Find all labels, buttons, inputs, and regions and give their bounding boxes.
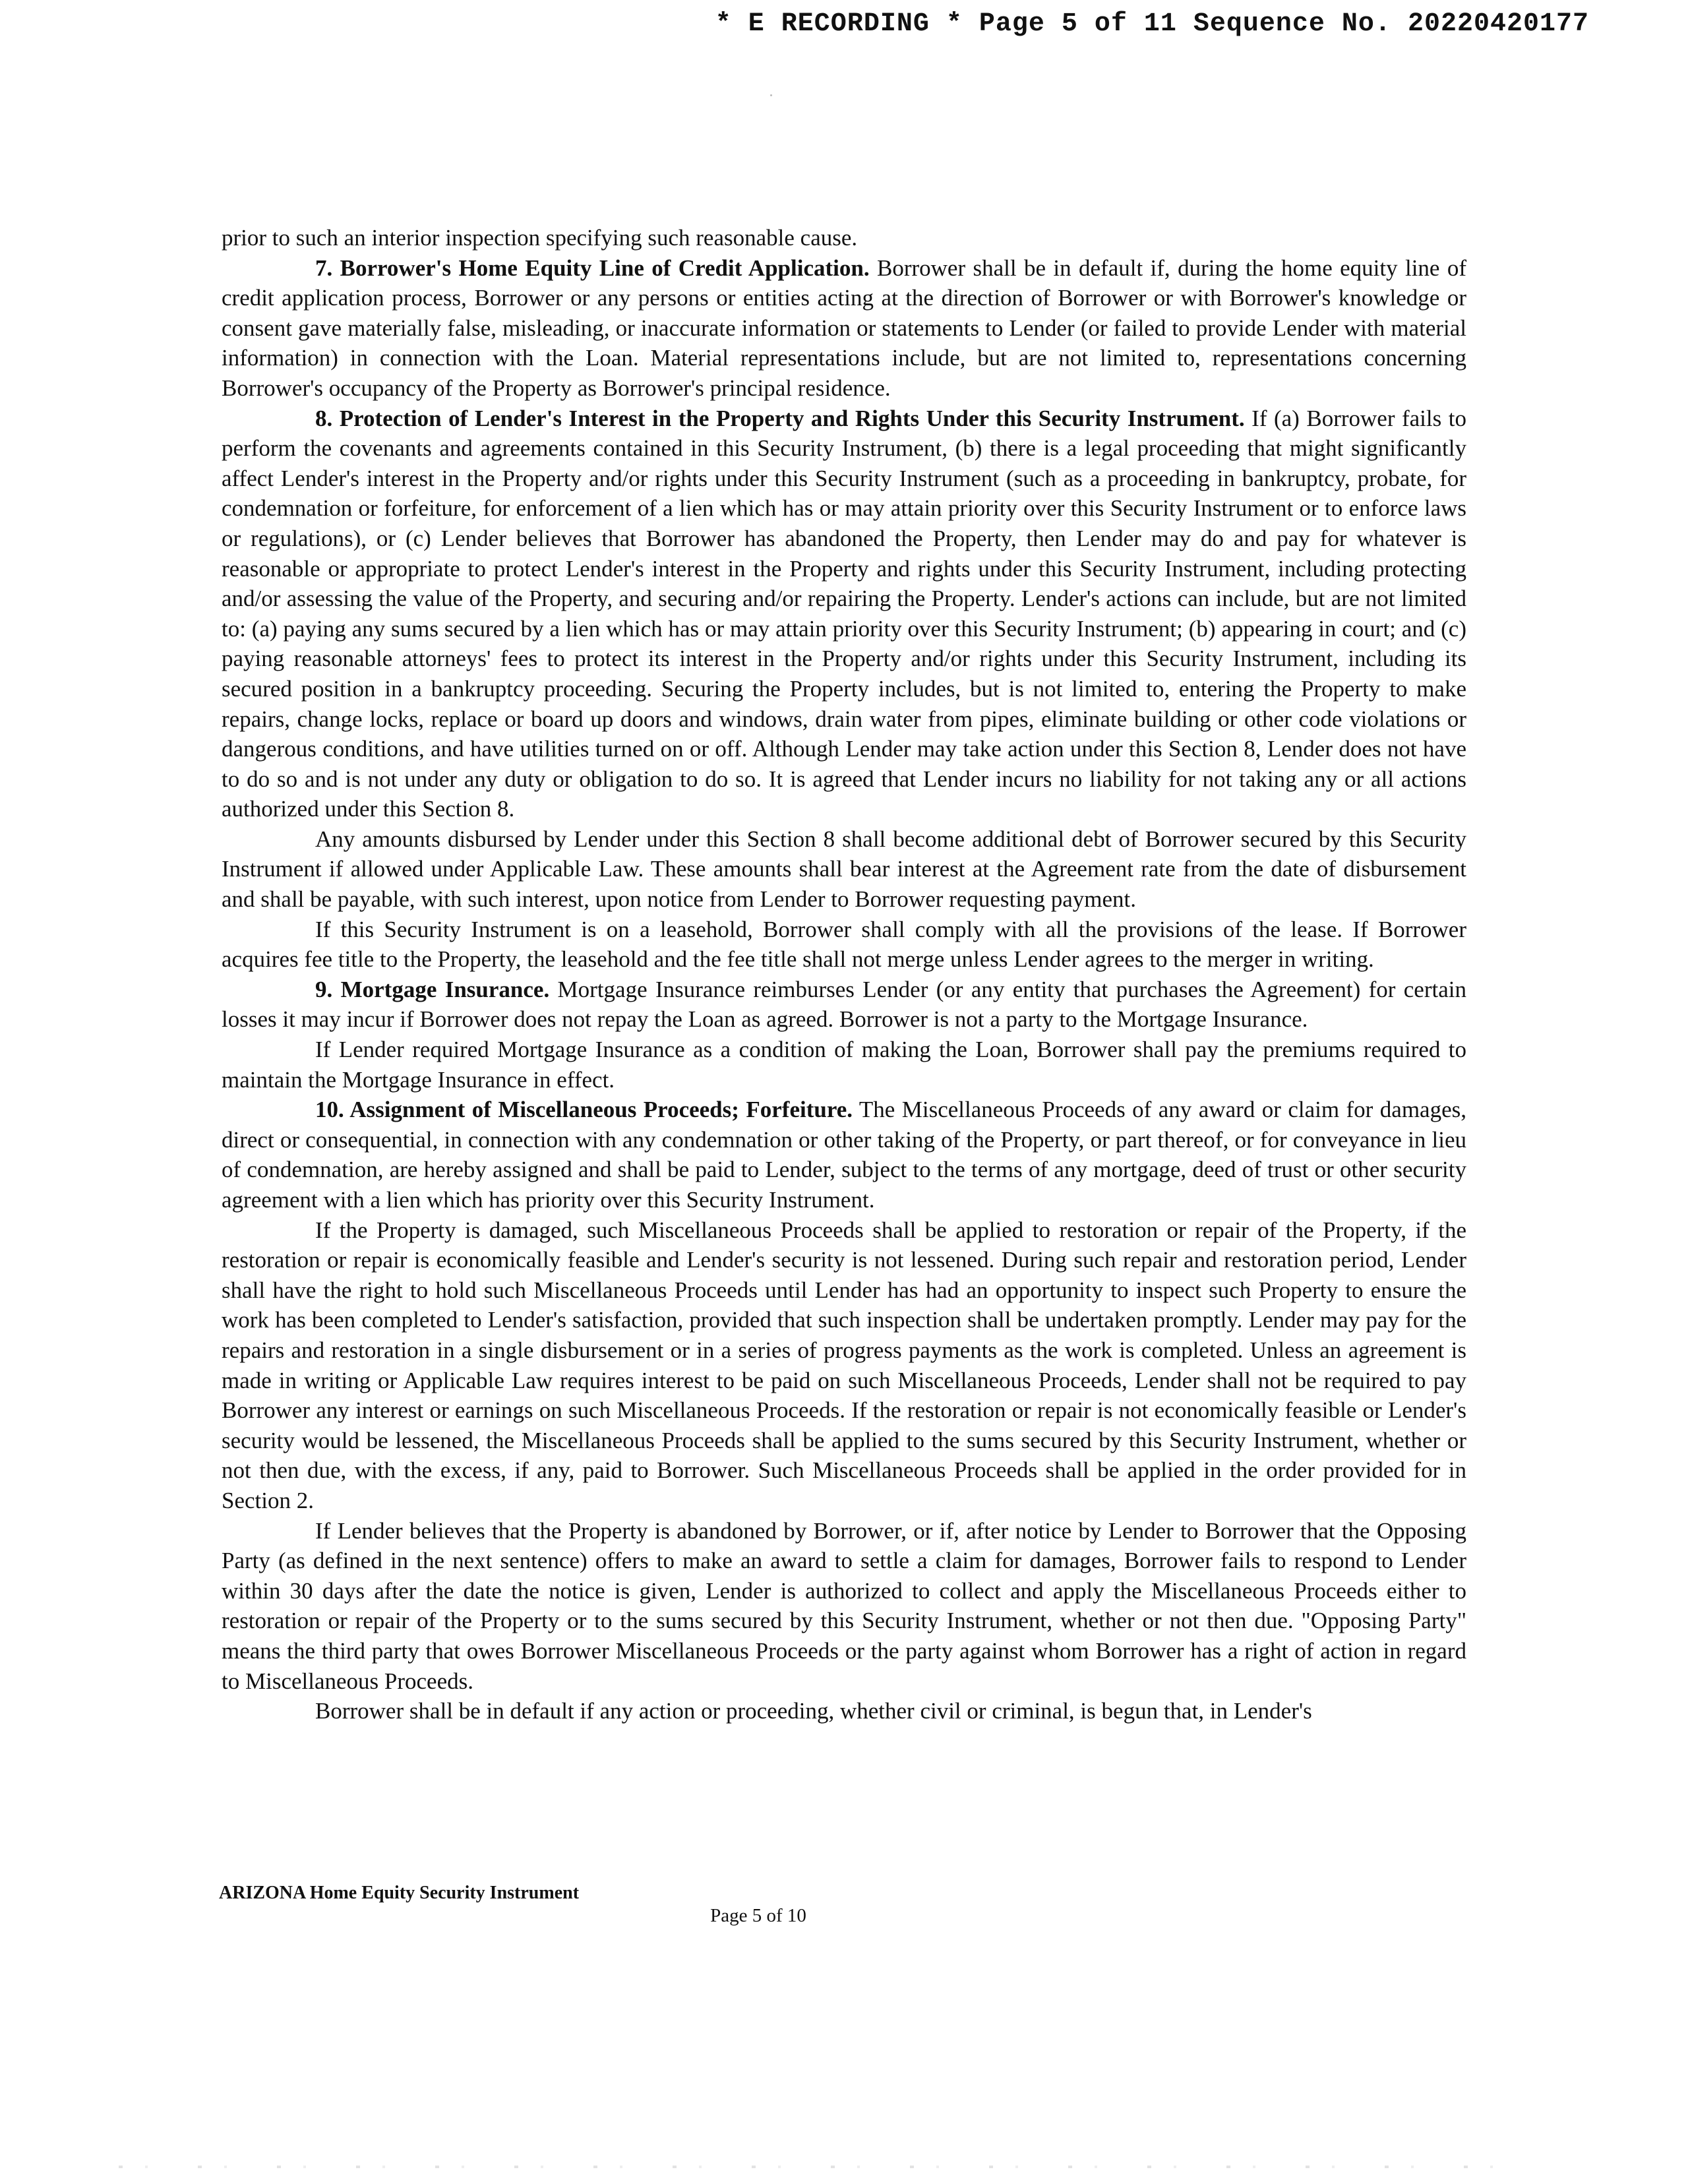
paragraph-continuation: prior to such an interior inspection specifying such reasonable cause. [222,225,858,251]
section-10-damage-paragraph: If the Property is damaged, such Miscellaneous Proceeds shall be applied to restoration or repair of the Property, if the restoration or repair is economically feasible and Lender's security is not lessened. During such repair and restoration period, Lender shall have the right to hold such Miscellaneous Proceeds until Lender has had an opportunity to inspect such Property to ensure the work has been completed to Lender's satisfaction, provided that such inspection shall be undertaken promptly. Lender may pay for the repairs and restoration in a single disbursement or in a series of progress payments as the work is completed. Unless an agreement is made in writing or Applicable Law requires interest to be paid on such Miscellaneous Proceeds, Lender shall not be required to pay Borrower any interest or earnings on such Miscellaneous Proceeds. If the restoration or repair is not economically feasible or Lender's security would be lessened, the Miscellaneous Proceeds shall be applied to the sums secured by this Security Instrument, whether or not then due, with the excess, if any, paid to Borrower. Such Miscellaneous Proceeds shall be applied in the order provided for in Section 2. [222,1217,1466,1513]
section-10-text: The Miscellaneous Proceeds of any award or claim for damages, direct or consequential, in connection with any condemnation or other taking of the Property, or part thereof, or for conveyance in lieu of condemnation, are hereby assigned and shall be paid to Lender, subject to the terms of any mortgage, deed of trust or other security agreement with a lien which has priority over this Security Instrument. [222,1097,1466,1213]
section-8-amounts-paragraph: Any amounts disbursed by Lender under this Section 8 shall become additional debt of Borrower secured by this Security Instrument if allowed under Applicable Law. These amounts shall bear interest at the Agreement rate from the date of disbursement and shall be payable, with such interest, upon notice from Lender to Borrower requesting payment. [222,826,1466,913]
page-number: Page 5 of 10 [710,1905,806,1926]
section-8-heading: 8. Protection of Lender's Interest in the Property and Rights Under this Security Instrument. [315,405,1245,431]
scan-artifact [770,94,772,96]
section-9-paragraph [222,975,1466,1035]
scan-artifact-strip [119,2166,1503,2168]
section-8-paragraph [222,404,1466,824]
section-9-heading: 9. Mortgage Insurance. [315,976,550,1002]
recording-header: * E RECORDING * Page 5 of 11 Sequence No. 20220420177 [715,9,1589,39]
section-7-paragraph [222,253,1466,404]
section-10-default-paragraph: Borrower shall be in default if any action or proceeding, whether civil or criminal, is begun that, in Lender's [315,1698,1312,1724]
section-8-text: If (a) Borrower fails to perform the covenants and agreements contained in this Security Instrument, (b) there is a legal proceeding that might significantly affect Lender's interest in the Property and/or rights under this Security Instrument (such as a proceeding in bankruptcy, probate, for condemnation or forfeiture, for enforcement of a lien which has or may attain priority over this Security Instrument or to enforce laws or regulations), or (c) Lender believes that Borrower has abandoned the Property, then Lender may do and pay for whatever is reasonable or appropriate to protect Lender's interest in the Property and rights under this Security Instrument, including protecting and/or assessing the value of the Property, and securing and/or repairing the Property. Lender's actions can include, but are not limited to: (a) paying any sums secured by a lien which has or may attain priority over this Security Instrument; (b) appearing in court; and (c) paying reasonable attorneys' fees to protect its interest in the Property and/or rights under this Security Instrument, including its secured position in a bankruptcy proceeding. Securing the Property includes, but is not limited to, entering the Property to make repairs, change locks, replace or board up doors and windows, drain water from pipes, eliminate building or other code violations or dangerous conditions, and have utilities turned on or off. Although Lender may take action under this Section 8, Lender does not have to do so and is not under any duty or obligation to do so. It is agreed that Lender incurs no liability for not taking any or all actions authorized under this Section 8. [222,405,1466,822]
section-8-leasehold-paragraph: If this Security Instrument is on a leasehold, Borrower shall comply with all the provisions of the lease. If Borrower acquires fee title to the Property, the leasehold and the fee title shall not merge unless Lender agrees to the merger in writing. [222,916,1466,973]
section-10-heading: 10. Assignment of Miscellaneous Proceeds; Forfeiture. [315,1097,853,1123]
section-9-text: Mortgage Insurance reimburses Lender (or any entity that purchases the Agreement) for certain losses it may incur if Borrower does not repay the Loan as agreed. Borrower is not a party to the Mortgage Insurance. [222,976,1466,1033]
section-7-text: Borrower shall be in default if, during the home equity line of credit application process, Borrower or any persons or entities acting at the direction of Borrower or with Borrower's knowledge or consent gave materially false, misleading, or inaccurate information or statements to Lender (or failed to provide Lender with material information) in connection with the Loan. Material representations include, but are not limited to, representations concerning Borrower's occupancy of the Property as Borrower's principal residence. [222,255,1466,401]
form-name: ARIZONA Home Equity Security Instrument [219,1883,580,1903]
section-10-paragraph [222,1095,1466,1215]
section-9-premiums-paragraph: If Lender required Mortgage Insurance as a condition of making the Loan, Borrower shall pay the premiums required to maintain the Mortgage Insurance in effect. [222,1037,1466,1093]
section-7-heading: 7. Borrower's Home Equity Line of Credit Application. [315,255,870,281]
document-body [222,223,1466,1726]
section-10-abandoned-paragraph: If Lender believes that the Property is abandoned by Borrower, or if, after notice by Lender to Borrower that the Opposing Party (as defined in the next sentence) offers to make an award to settle a claim for damages, Borrower fails to respond to Lender within 30 days after the date the notice is given, Lender is authorized to collect and apply the Miscellaneous Proceeds either to restoration or repair of the Property or to the sums secured by this Security Instrument, whether or not then due. "Opposing Party" means the third party that owes Borrower Miscellaneous Proceeds or the party against whom Borrower has a right of action in regard to Miscellaneous Proceeds. [222,1517,1466,1694]
